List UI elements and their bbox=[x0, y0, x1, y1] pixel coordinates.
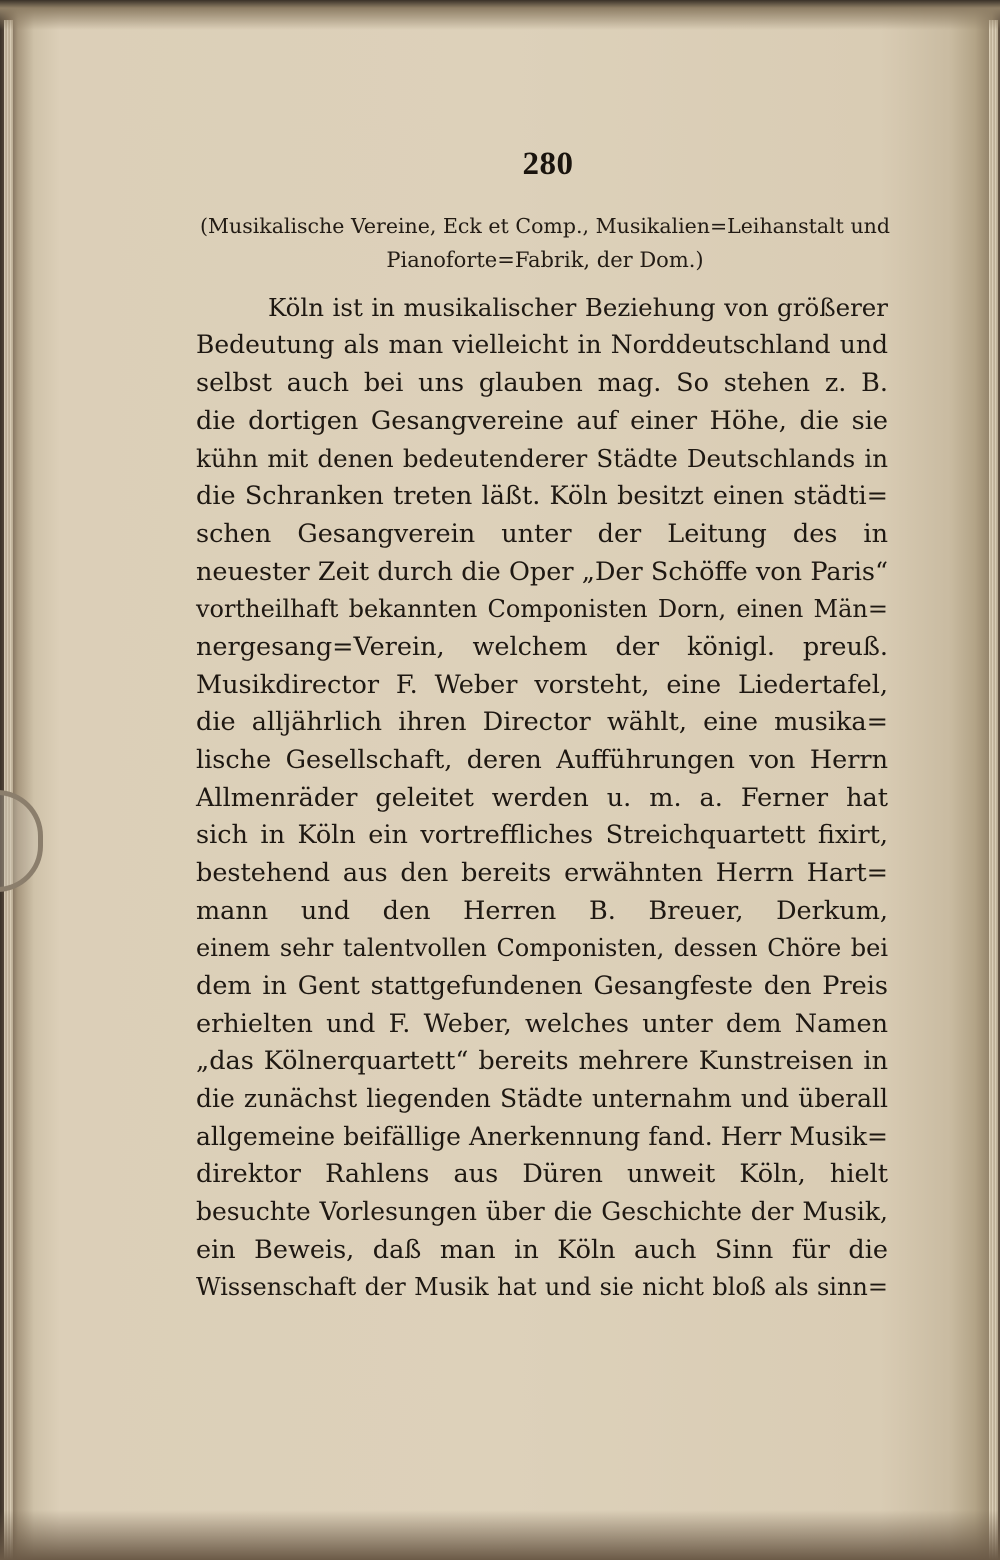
body-line-9: vortheilhaft bekannten Componisten Dorn, einen Män= bbox=[196, 595, 888, 623]
body-line-15: sich in Köln ein vortreffliches Streichquartett fixirt, bbox=[196, 820, 888, 850]
section-header-line-1: (Musikalische Vereine, Eck et Comp., Musikalien=Leihanstalt und bbox=[200, 214, 890, 238]
body-line-24: direktor Rahlens aus Düren unweit Köln, hielt bbox=[196, 1159, 888, 1189]
body-line-19: dem in Gent stattgefundenen Gesangfeste den Preis bbox=[196, 971, 888, 1001]
body-line-1: Köln ist in musikalischer Beziehung von größerer bbox=[268, 293, 888, 322]
body-line-3: selbst auch bei uns glauben mag. So stehen z. B. bbox=[196, 368, 888, 398]
body-line-27: Wissenschaft der Musik hat und sie nicht bloß als sinn= bbox=[196, 1273, 888, 1301]
body-line-14: Allmenräder geleitet werden u. m. a. Ferner hat bbox=[196, 783, 888, 813]
body-line-23: allgemeine beifällige Anerkennung fand. Herr Musik= bbox=[196, 1122, 888, 1151]
body-line-8: neuester Zeit durch die Oper „Der Schöffe von Paris“ bbox=[196, 557, 888, 587]
body-line-12: die alljährlich ihren Director wählt, eine musika= bbox=[196, 707, 888, 737]
body-line-6: die Schranken treten läßt. Köln besitzt einen städti= bbox=[196, 481, 888, 511]
body-line-5: kühn mit denen bedeutenderer Städte Deutschlands in bbox=[196, 444, 888, 473]
body-line-7: schen Gesangverein unter der Leitung des in bbox=[196, 519, 888, 549]
page-number: 280 bbox=[522, 146, 574, 182]
body-line-25: besuchte Vorlesungen über die Geschichte der Musik, bbox=[196, 1197, 888, 1226]
body-line-11: Musikdirector F. Weber vorsteht, eine Liedertafel, bbox=[196, 670, 888, 700]
body-line-17: mann und den Herren B. Breuer, Derkum, bbox=[196, 896, 888, 926]
body-line-16: bestehend aus den bereits erwähnten Herrn Hart= bbox=[196, 858, 888, 888]
body-line-2: Bedeutung als man vielleicht in Norddeutschland und bbox=[196, 330, 888, 359]
body-line-20: erhielten und F. Weber, welches unter dem Namen bbox=[196, 1009, 888, 1039]
body-line-4: die dortigen Gesangvereine auf einer Höhe, die sie bbox=[196, 406, 888, 436]
body-line-10: nergesang=Verein, welchem der königl. preuß. bbox=[196, 632, 888, 662]
body-line-26: ein Beweis, daß man in Köln auch Sinn für die bbox=[196, 1235, 888, 1265]
body-line-13: lische Gesellschaft, deren Aufführungen von Herrn bbox=[196, 745, 888, 775]
body-line-18: einem sehr talentvollen Componisten, dessen Chöre bei bbox=[196, 934, 888, 962]
section-header-line-2: Pianoforte=Fabrik, der Dom.) bbox=[386, 248, 704, 272]
body-line-21: „das Kölnerquartett“ bereits mehrere Kunstreisen in bbox=[196, 1046, 888, 1076]
body-line-22: die zunächst liegenden Städte unternahm und überall bbox=[196, 1084, 888, 1113]
